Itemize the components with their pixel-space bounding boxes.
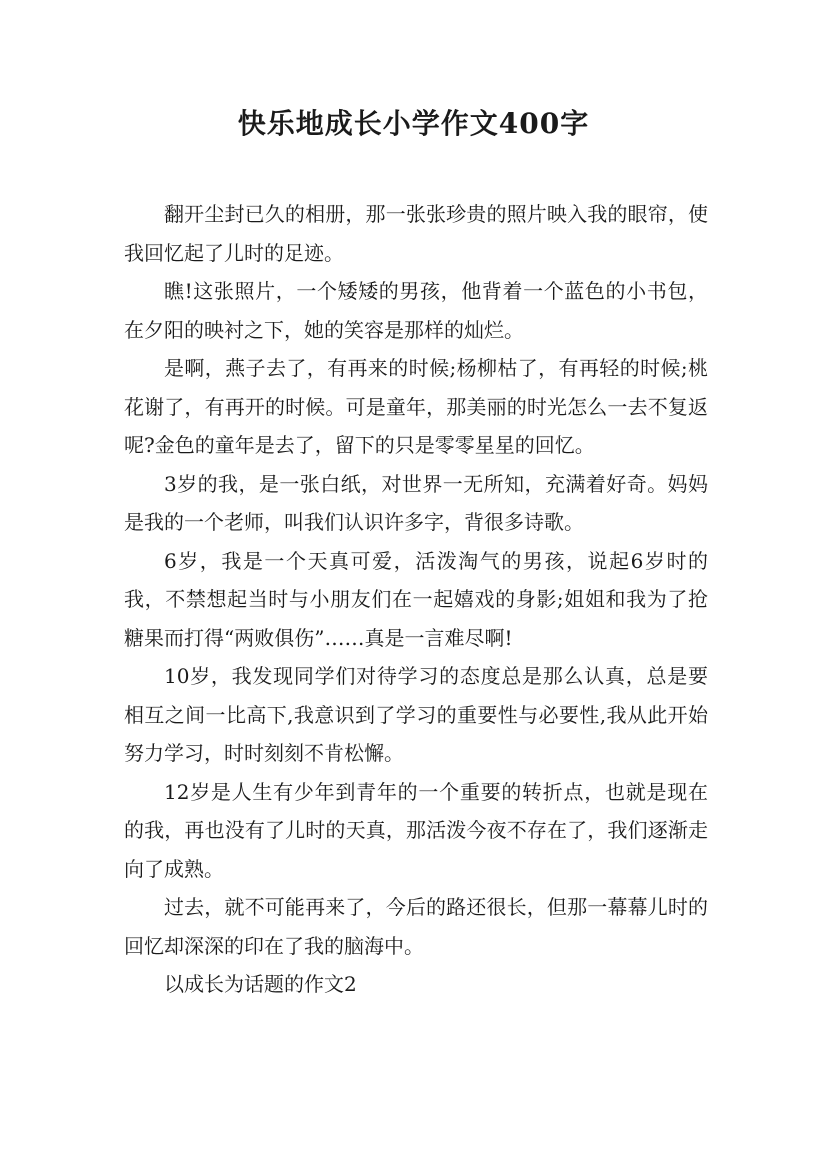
paragraph-2: 瞧!这张照片，一个矮矮的男孩，他背着一个蓝色的小书包，在夕阳的映衬之下，她的笑容是那样的灿烂。 [124, 279, 708, 342]
paragraph-5: 6岁，我是一个天真可爱，活泼淘气的男孩，说起6岁时的我，不禁想起当时与小朋友们在一起嬉戏的身影;姐姐和我为了抢糖果而打得“两败俱伤”……真是一言难尽啊! [124, 548, 708, 650]
paragraph-9-heading: 以成长为话题的作文2 [164, 972, 357, 996]
document-body [124, 195, 708, 1004]
paragraph-7: 12岁是人生有少年到青年的一个重要的转折点，也就是现在的我，再也没有了儿时的天真，那活泼今夜不存在了，我们逐渐走向了成熟。 [124, 779, 708, 881]
paragraph-3: 是啊，燕子去了，有再来的时候;杨柳枯了，有再轻的时候;桃花谢了，有再开的时候。可是童年，那美丽的时光怎么一去不复返呢?金色的童年是去了，留下的只是零零星星的回忆。 [124, 356, 708, 457]
document-title: 快乐地成长小学作文400字 [237, 107, 590, 140]
paragraph-4: 3岁的我，是一张白纸，对世界一无所知，充满着好奇。妈妈是我的一个老师，叫我们认识许多字，背很多诗歌。 [124, 471, 708, 534]
paragraph-6: 10岁，我发现同学们对待学习的态度总是那么认真，总是要相互之间一比高下,我意识到了学习的重要性与必要性,我从此开始努力学习，时时刻刻不肯松懈。 [124, 664, 708, 765]
paragraph-8: 过去，就不可能再来了，今后的路还很长，但那一幕幕儿时的回忆却深深的印在了我的脑海中。 [124, 895, 708, 958]
paragraph-1: 翻开尘封已久的相册，那一张张珍贵的照片映入我的眼帘，使我回忆起了儿时的足迹。 [124, 202, 708, 265]
